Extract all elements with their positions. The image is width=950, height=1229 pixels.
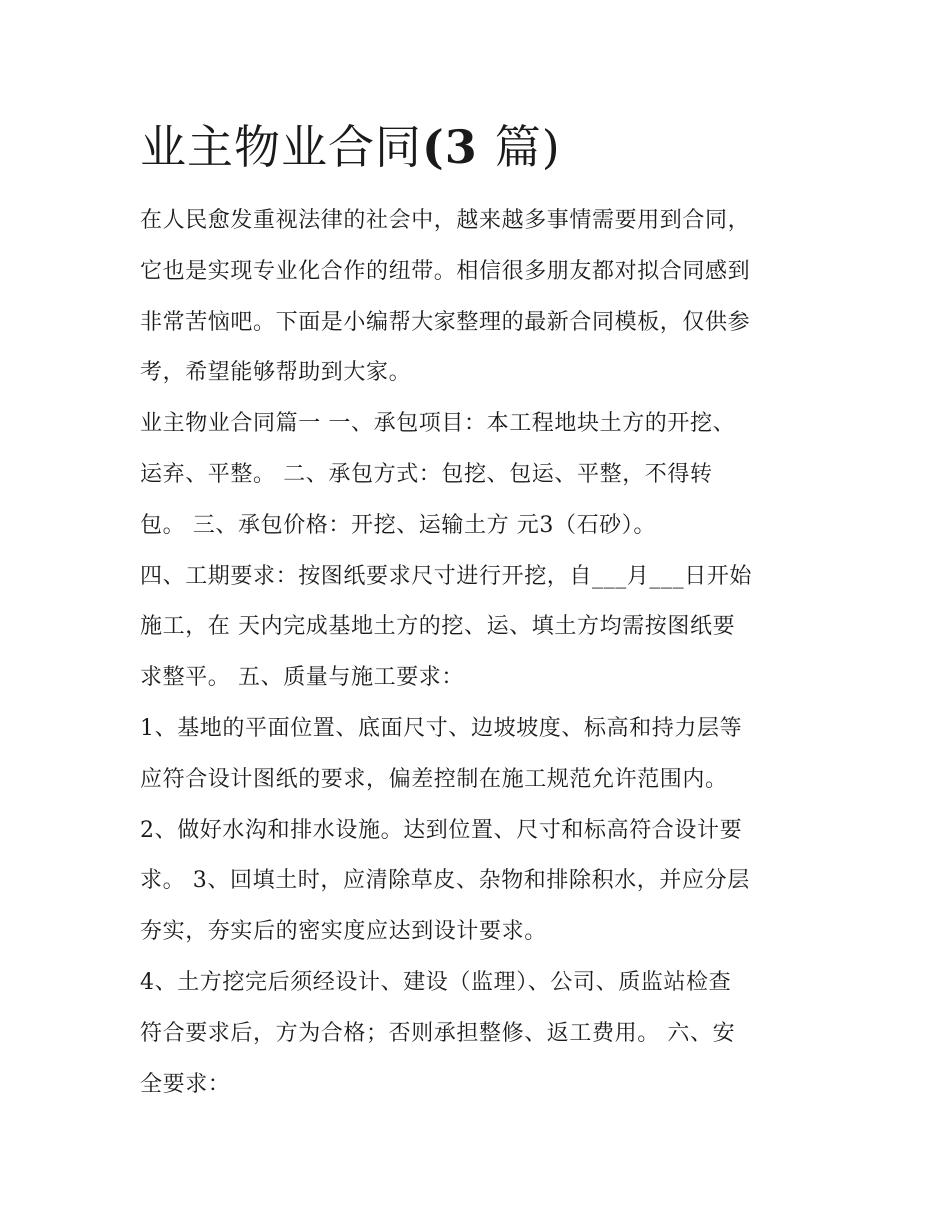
text-line: 夯实，夯实后的密实度应达到设计要求。 [140, 919, 547, 945]
text-line: 求整平。 五、质量与施工要求： [140, 665, 464, 691]
text-line: 求。 3、回填土时，应清除草皮、杂物和排除积水，并应分层 [140, 868, 750, 894]
title-main: 业主物业合同 [140, 120, 422, 174]
text-line: 在人民愈发重视法律的社会中，越来越多事情需要用到合同， [140, 208, 751, 233]
text-line: 运弃、平整。 二、承包方式：包挖、包运、平整，不得转 [140, 461, 713, 487]
section-paragraph-1 [140, 399, 820, 551]
text-line: 1、基地的平面位置、底面尺寸、边坡坡度、标高和持力层等 [140, 715, 743, 741]
intro-paragraph [140, 196, 820, 399]
text-line: 全要求： [140, 1071, 231, 1097]
section-paragraph-2 [140, 552, 820, 704]
text-line: 2、做好水沟和排水设施。达到位置、尺寸和标高符合设计要 [140, 817, 743, 843]
section-paragraph-5 [140, 958, 820, 1110]
title-tail: 篇) [494, 120, 561, 174]
title-paren: (3 [422, 120, 495, 174]
section-paragraph-4 [140, 806, 820, 958]
text-line: 应符合设计图纸的要求，偏差控制在施工规范允许范围内。 [140, 766, 728, 792]
text-line: 符合要求后，方为合格；否则承担整修、返工费用。 六、安 [140, 1020, 736, 1046]
text-line: 非常苦恼吧。下面是小编帮大家整理的最新合同模板，仅供参 [140, 309, 751, 335]
text-line: 包。 三、承包价格：开挖、运输土方 元3（石砂）。 [140, 512, 656, 538]
text-line: 施工，在 天内完成基地土方的挖、运、填土方均需按图纸要 [140, 614, 736, 640]
text-line: 4、土方挖完后须经设计、建设（监理）、公司、质监站检查 [140, 969, 732, 995]
text-line: 考，希望能够帮助到大家。 [140, 360, 412, 386]
section-paragraph-3 [140, 704, 820, 806]
text-line: 四、工期要求：按图纸要求尺寸进行开挖，自___月___日开始 [140, 563, 753, 589]
document-body [140, 196, 820, 1110]
text-line: 业主物业合同篇一 一、承包项目：本工程地块土方的开挖、 [140, 411, 736, 437]
text-line: 它也是实现专业化合作的纽带。相信很多朋友都对拟合同感到 [140, 258, 751, 284]
document-title [140, 112, 561, 182]
